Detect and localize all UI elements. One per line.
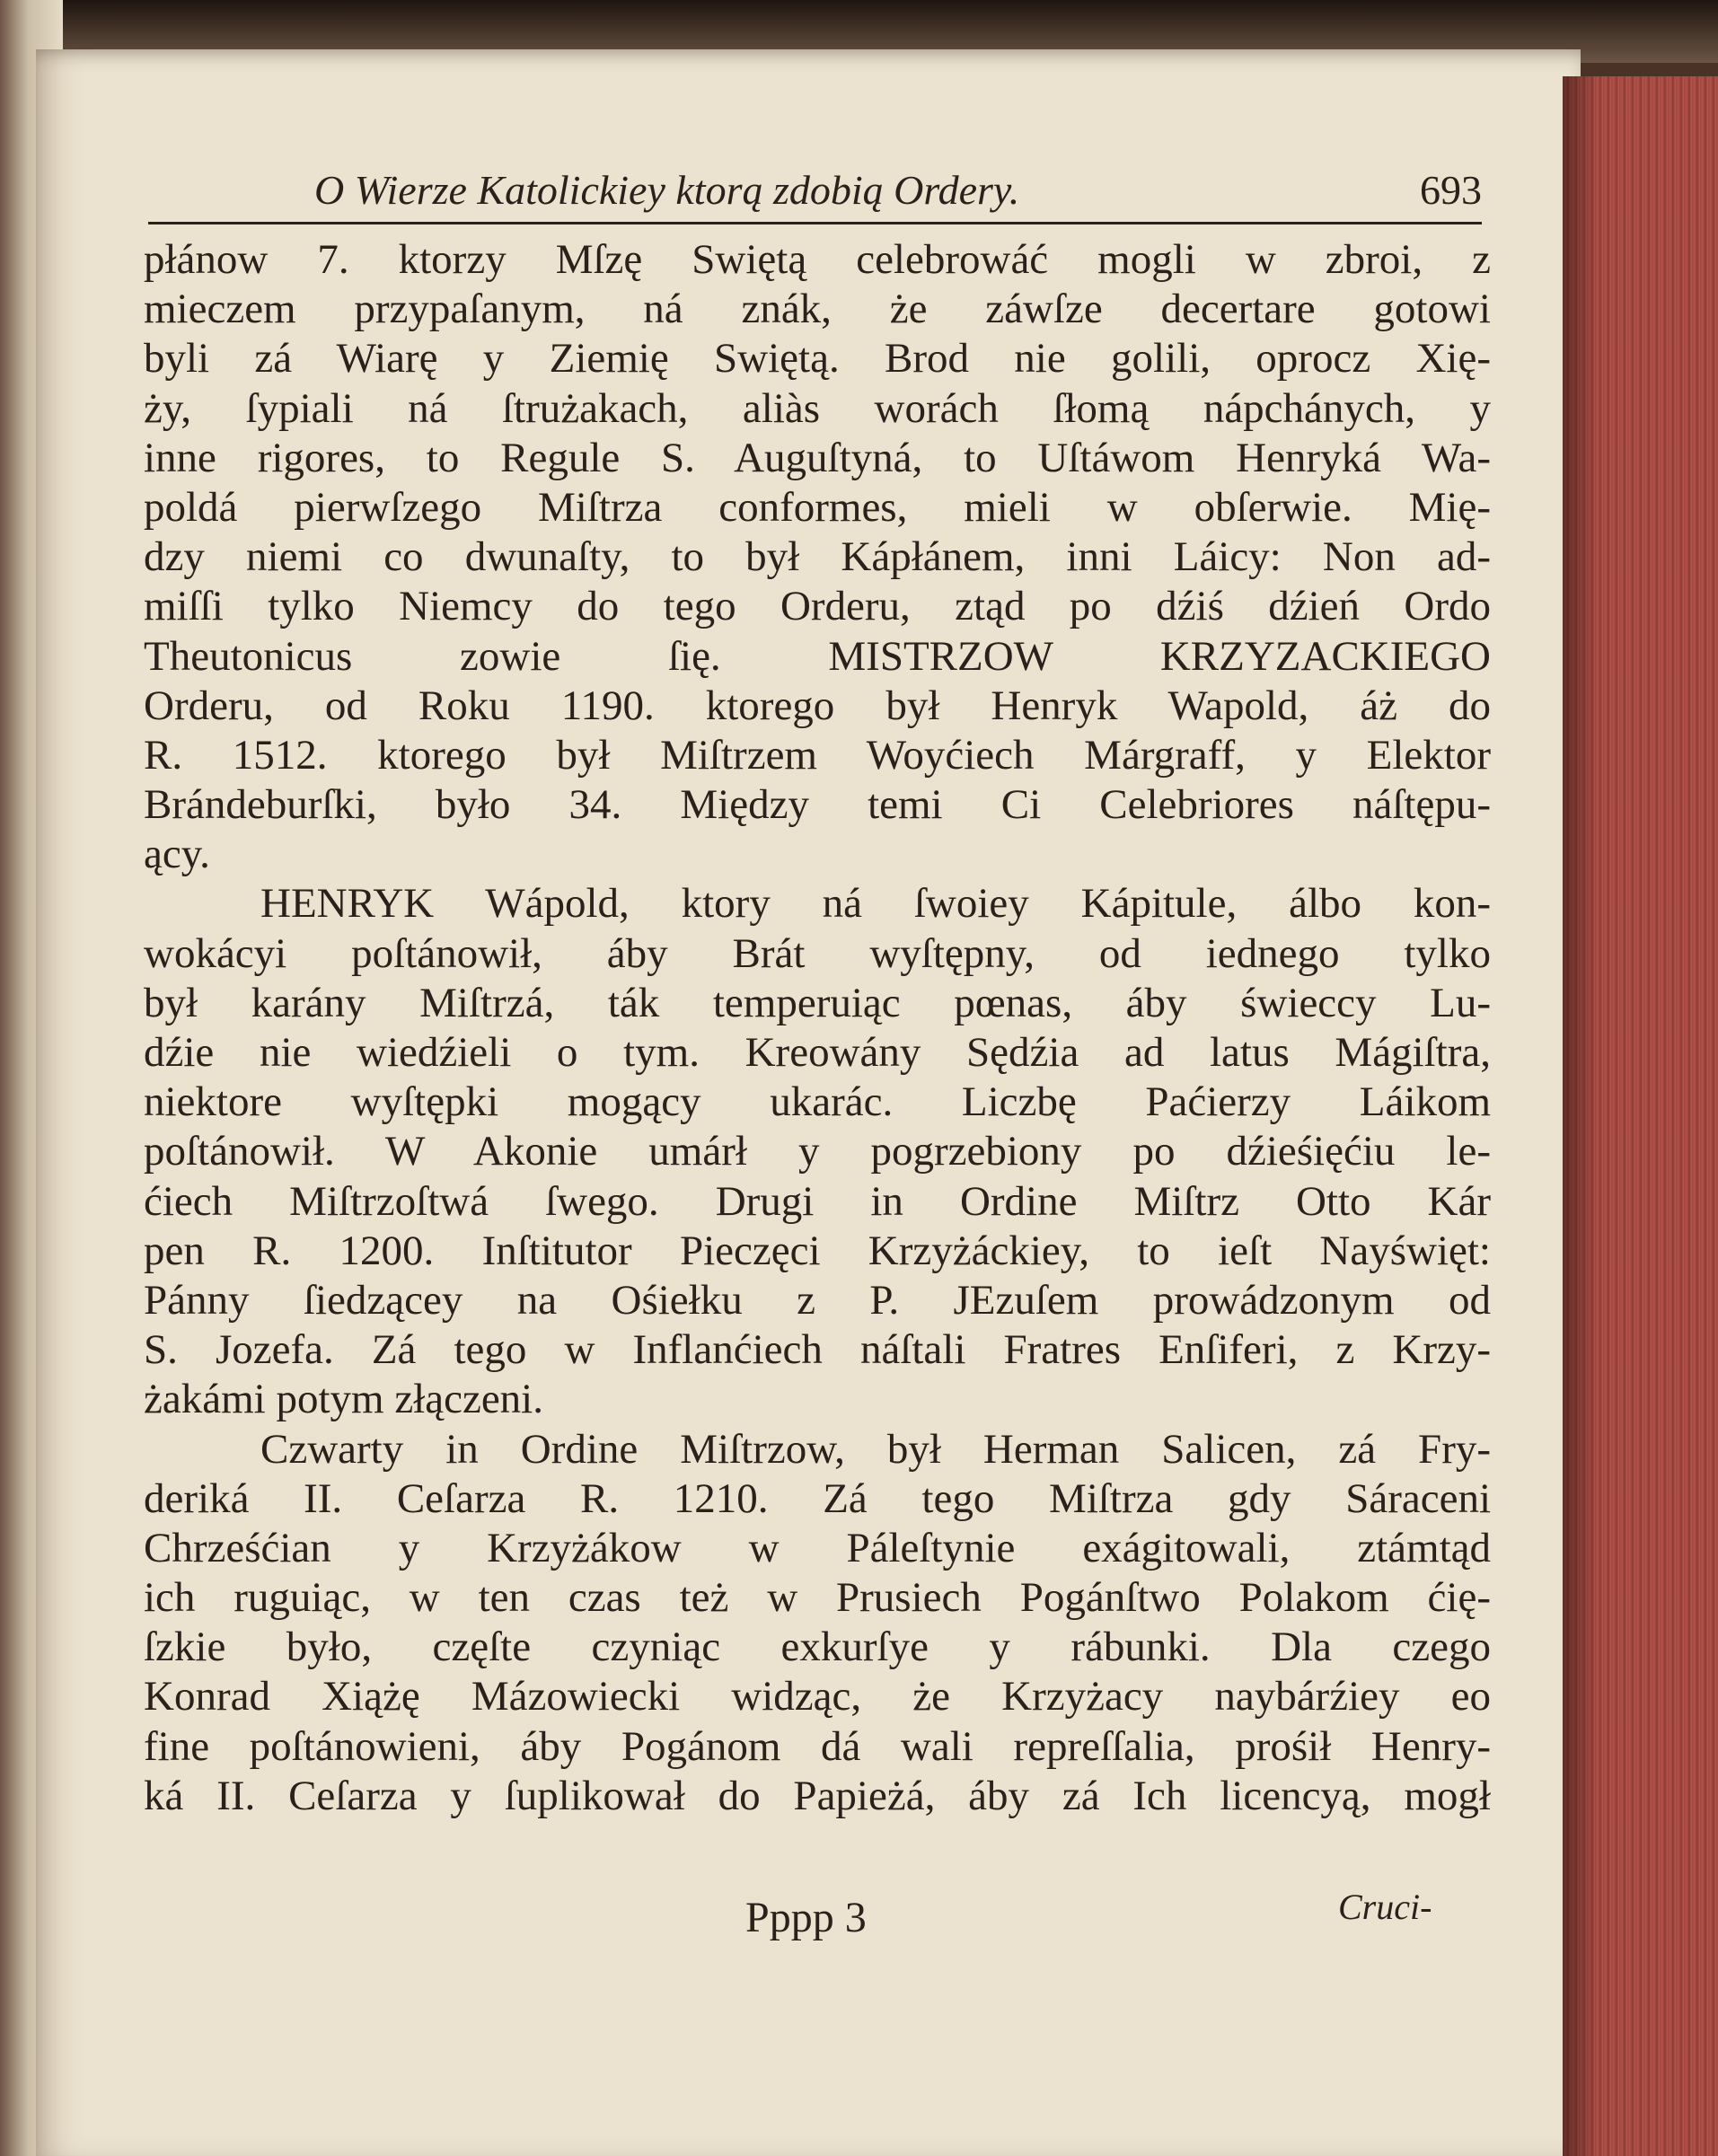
text-line: ący. — [144, 831, 210, 878]
text-line: żakámi potym złączeni. — [144, 1376, 543, 1423]
text-line: mieczem przypaſanym, ná znák, że záwſze decertare gotowi — [144, 286, 1491, 333]
text-line: ſzkie było, częſte czyniąc exkurſye y rábunki. Dla czego — [144, 1624, 1491, 1671]
text-line: dzy niemi co dwunaſty, to był Kápłánem, inni Láicy: Non ad- — [144, 533, 1491, 581]
text-line: płánow 7. ktorzy Mſzę Swiętą celebrowáć mogli w zbroi, z — [144, 236, 1491, 283]
text-line: poldá pierwſzego Miſtrza conformes, mieli w obſerwie. Mię- — [144, 483, 1491, 531]
text-line: ćiech Miſtrzoſtwá ſwego. Drugi in Ordine Miſtrz Otto Kár — [144, 1177, 1491, 1225]
running-head-title: O Wierze Katolickiey ktorą zdobią Ordery. — [314, 167, 1020, 213]
header-rule — [148, 222, 1482, 224]
text-line: pen R. 1200. Inſtitutor Pieczęci Krzyżáckiey, to ieſt Nayświęt: — [144, 1227, 1491, 1274]
signature-mark: Pppp 3 — [745, 1894, 867, 1941]
body-text — [144, 235, 1491, 1821]
text-line: był karány Miſtrzá, ták temperuiąc pœnas, áby świeccy Lu- — [144, 979, 1491, 1026]
text-line: Konrad Xiążę Mázowiecki widząc, że Krzyżacy naybárźiey eo — [144, 1673, 1491, 1720]
text-line: miſſi tylko Niemcy do tego Orderu, ztąd po dźiś dźień Ordo — [144, 583, 1491, 630]
text-line: ich ruguiąc, w ten czas też w Prusiech Pogánſtwo Polakom ćię- — [144, 1574, 1491, 1622]
text-line: deriká II. Ceſarza R. 1210. Zá tego Miſtrza gdy Sáraceni — [144, 1474, 1491, 1522]
page-number: 693 — [1420, 167, 1482, 213]
text-line: Theutonicus zowie ſię. MISTRZOW KRZYZACKIEGO — [144, 632, 1491, 680]
running-head — [314, 166, 1482, 220]
text-line: ży, ſypiali ná ſtrużakach, aliàs worách ſłomą nápchánych, y — [144, 384, 1491, 432]
text-line: Chrześćian y Krzyżákow w Páleſtynie exágitowali, ztámtąd — [144, 1524, 1491, 1571]
text-line: byli zá Wiarę y Ziemię Swiętą. Brod nie golili, oprocz Xię- — [144, 335, 1491, 383]
text-line: Brándeburſki, było 34. Między temi Ci Celebriores náſtępu- — [144, 781, 1491, 829]
text-line: Orderu, od Roku 1190. ktorego był Henryk Wapold, áż do — [144, 682, 1491, 729]
text-line: poſtánowił. W Akonie umárł y pogrzebiony po dźieśięćiu le- — [144, 1128, 1491, 1175]
text-line: Pánny ſiedzącey na Ośiełku z P. JEzuſem prowádzonym od — [144, 1276, 1491, 1324]
text-line: fine poſtánowieni, áby Pogánom dá wali repreſſalia, prośił Henry- — [144, 1722, 1491, 1770]
text-line: dźie nie wiedźieli o tym. Kreowány Sędźia ad latus Mágiſtra, — [144, 1029, 1491, 1076]
text-line: niektore wyſtępki mogący ukarác. Liczbę Paćierzy Láikom — [144, 1078, 1491, 1126]
paragraph-start-line: Czwarty in Ordine Miſtrzow, był Herman Salicen, zá Fry- — [260, 1425, 1491, 1473]
catchword: Cruci- — [1338, 1887, 1432, 1927]
paragraph-start-line: HENRYK Wápold, ktory ná ſwoiey Kápitule, álbo kon- — [260, 880, 1491, 928]
text-line: wokácyi poſtánowił, áby Brát wyſtępny, od iednego tylko — [144, 929, 1491, 977]
text-line: S. Jozefa. Zá tego w Inflanćiech náſtali Fratres Enſiferi, z Krzy- — [144, 1326, 1491, 1374]
text-line: R. 1512. ktorego był Miſtrzem Woyćiech Márgraff, y Elektor — [144, 731, 1491, 779]
page-edge-shadow — [1563, 76, 1599, 2156]
text-line: inne rigores, to Regule S. Auguſtyná, to Uſtáwom Henryká Wa- — [144, 434, 1491, 481]
text-line: ká II. Ceſarza y ſuplikował do Papieżá, áby zá Ich licencyą, mogł — [144, 1772, 1491, 1819]
